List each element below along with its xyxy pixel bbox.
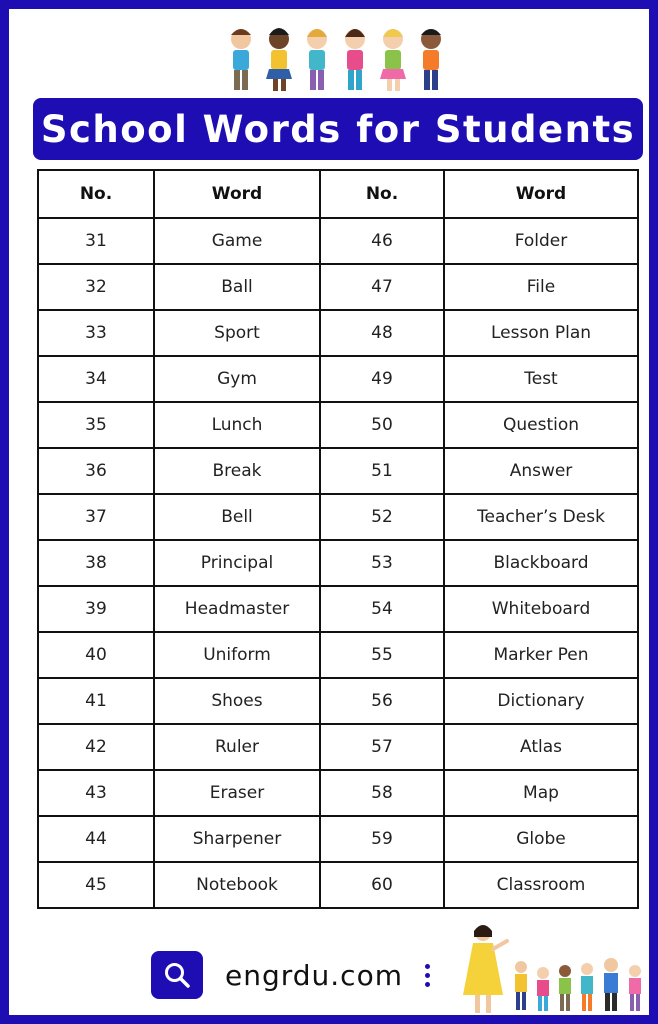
word-cell: Test bbox=[444, 356, 638, 402]
child-figure-4 bbox=[345, 29, 365, 90]
word-cell: Lesson Plan bbox=[444, 310, 638, 356]
number-cell: 34 bbox=[38, 356, 154, 402]
column-header-number-1: No. bbox=[38, 170, 154, 218]
table-row bbox=[38, 632, 638, 678]
number-cell: 35 bbox=[38, 402, 154, 448]
site-url[interactable]: engrdu.com bbox=[225, 958, 403, 992]
number-cell: 55 bbox=[320, 632, 444, 678]
search-button[interactable] bbox=[151, 951, 203, 999]
number-cell: 37 bbox=[38, 494, 154, 540]
number-cell: 49 bbox=[320, 356, 444, 402]
number-cell: 57 bbox=[320, 724, 444, 770]
word-cell: Question bbox=[444, 402, 638, 448]
child-figure-3 bbox=[307, 29, 327, 90]
column-header-number-2: No. bbox=[320, 170, 444, 218]
number-cell: 42 bbox=[38, 724, 154, 770]
student-figures bbox=[515, 958, 641, 1011]
word-cell: Sport bbox=[154, 310, 320, 356]
table-row bbox=[38, 816, 638, 862]
word-cell: Ball bbox=[154, 264, 320, 310]
table-row bbox=[38, 586, 638, 632]
number-cell: 59 bbox=[320, 816, 444, 862]
number-cell: 47 bbox=[320, 264, 444, 310]
number-cell: 50 bbox=[320, 402, 444, 448]
word-cell: Globe bbox=[444, 816, 638, 862]
table-row bbox=[38, 402, 638, 448]
table-header-row bbox=[38, 170, 638, 218]
number-cell: 36 bbox=[38, 448, 154, 494]
table-row bbox=[38, 448, 638, 494]
word-cell: Map bbox=[444, 770, 638, 816]
table-row bbox=[38, 356, 638, 402]
child-figure-2 bbox=[266, 28, 292, 91]
number-cell: 54 bbox=[320, 586, 444, 632]
number-cell: 52 bbox=[320, 494, 444, 540]
child-figure-1 bbox=[231, 29, 251, 90]
word-cell: Game bbox=[154, 218, 320, 264]
children-holding-hands-illustration bbox=[219, 23, 459, 95]
word-cell: Atlas bbox=[444, 724, 638, 770]
number-cell: 32 bbox=[38, 264, 154, 310]
table-row bbox=[38, 264, 638, 310]
table-row bbox=[38, 678, 638, 724]
page-title: School Words for Students bbox=[40, 107, 636, 151]
word-cell: Marker Pen bbox=[444, 632, 638, 678]
word-cell: Bell bbox=[154, 494, 320, 540]
table-row bbox=[38, 310, 638, 356]
title-banner bbox=[33, 98, 643, 160]
number-cell: 45 bbox=[38, 862, 154, 908]
school-words-table bbox=[37, 169, 639, 909]
table-row bbox=[38, 862, 638, 908]
word-cell: Classroom bbox=[444, 862, 638, 908]
word-cell: Whiteboard bbox=[444, 586, 638, 632]
table-row bbox=[38, 494, 638, 540]
child-figure-5 bbox=[380, 29, 406, 91]
word-cell: File bbox=[444, 264, 638, 310]
child-figure-6 bbox=[421, 29, 441, 90]
number-cell: 48 bbox=[320, 310, 444, 356]
table-row bbox=[38, 770, 638, 816]
number-cell: 58 bbox=[320, 770, 444, 816]
teacher-with-students-illustration bbox=[459, 921, 649, 1017]
word-cell: Sharpener bbox=[154, 816, 320, 862]
number-cell: 38 bbox=[38, 540, 154, 586]
number-cell: 31 bbox=[38, 218, 154, 264]
table-row bbox=[38, 724, 638, 770]
number-cell: 53 bbox=[320, 540, 444, 586]
word-cell: Blackboard bbox=[444, 540, 638, 586]
number-cell: 41 bbox=[38, 678, 154, 724]
word-cell: Dictionary bbox=[444, 678, 638, 724]
number-cell: 56 bbox=[320, 678, 444, 724]
table-row bbox=[38, 218, 638, 264]
column-header-word-1: Word bbox=[154, 170, 320, 218]
search-icon bbox=[163, 961, 191, 989]
number-cell: 46 bbox=[320, 218, 444, 264]
word-cell: Shoes bbox=[154, 678, 320, 724]
word-cell: Eraser bbox=[154, 770, 320, 816]
more-dots-icon bbox=[425, 964, 433, 987]
number-cell: 44 bbox=[38, 816, 154, 862]
number-cell: 60 bbox=[320, 862, 444, 908]
word-cell: Ruler bbox=[154, 724, 320, 770]
number-cell: 51 bbox=[320, 448, 444, 494]
footer bbox=[151, 949, 433, 1001]
number-cell: 43 bbox=[38, 770, 154, 816]
number-cell: 33 bbox=[38, 310, 154, 356]
word-cell: Teacher’s Desk bbox=[444, 494, 638, 540]
word-cell: Gym bbox=[154, 356, 320, 402]
word-cell: Break bbox=[154, 448, 320, 494]
word-cell: Notebook bbox=[154, 862, 320, 908]
word-cell: Headmaster bbox=[154, 586, 320, 632]
word-cell: Lunch bbox=[154, 402, 320, 448]
number-cell: 40 bbox=[38, 632, 154, 678]
table-row bbox=[38, 540, 638, 586]
word-cell: Answer bbox=[444, 448, 638, 494]
column-header-word-2: Word bbox=[444, 170, 638, 218]
word-cell: Folder bbox=[444, 218, 638, 264]
number-cell: 39 bbox=[38, 586, 154, 632]
word-cell: Uniform bbox=[154, 632, 320, 678]
teacher-figure bbox=[463, 925, 507, 1013]
word-cell: Principal bbox=[154, 540, 320, 586]
